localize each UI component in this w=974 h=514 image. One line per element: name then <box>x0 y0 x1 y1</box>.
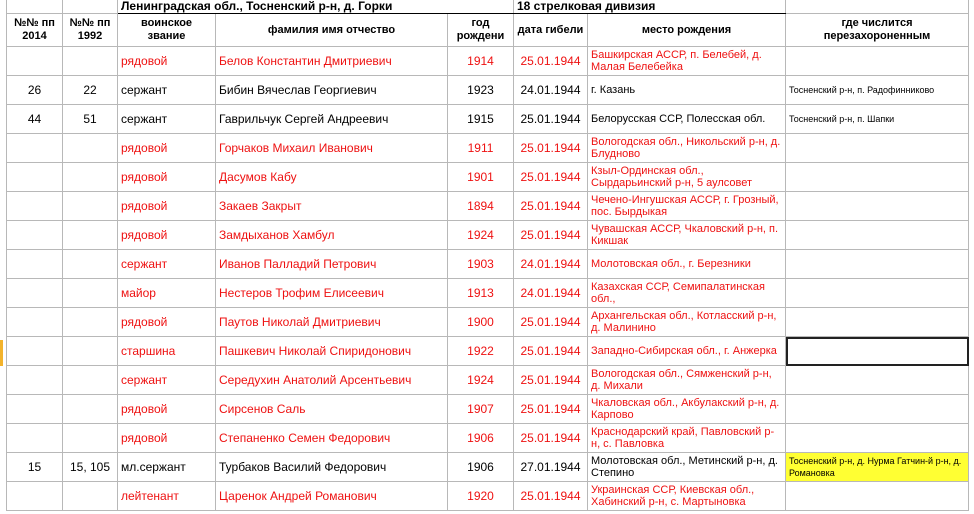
cell-burial[interactable] <box>786 395 969 424</box>
cell-num2014[interactable]: 44 <box>7 105 63 134</box>
cell-birthplace[interactable]: Западно-Сибирская обл., г. Анжерка <box>588 337 786 366</box>
cell-birthplace[interactable]: Вологодская обл., Сямженский р-н, д. Михали <box>588 366 786 395</box>
cell-birth-year[interactable]: 1900 <box>448 308 514 337</box>
cell-birth-year[interactable]: 1906 <box>448 453 514 482</box>
header-num2014[interactable]: №№ пп 2014 <box>7 14 63 47</box>
cell-num1992[interactable] <box>63 337 118 366</box>
cell-burial[interactable] <box>786 192 969 221</box>
cell-birthplace[interactable]: Чкаловская обл., Акбулакский р-н, д. Карпово <box>588 395 786 424</box>
table-row <box>7 163 969 192</box>
header-birth-year[interactable]: год рождени <box>448 14 514 47</box>
cell-rank[interactable]: сержант <box>118 250 216 279</box>
cell-num2014[interactable] <box>7 163 63 192</box>
cell-num2014[interactable] <box>7 192 63 221</box>
cell-num2014[interactable] <box>7 366 63 395</box>
cell-num2014[interactable] <box>7 308 63 337</box>
cell-burial[interactable] <box>786 424 969 453</box>
cell-name[interactable]: Пашкевич Николай Спиридонович <box>216 337 448 366</box>
cell-burial[interactable] <box>786 366 969 395</box>
cell-death-date[interactable]: 25.01.1944 <box>514 105 588 134</box>
cell-birthplace[interactable]: г. Казань <box>588 76 786 105</box>
cell-burial[interactable]: Тосненский р-н, п. Шапки <box>786 105 969 134</box>
title-cell-empty[interactable] <box>786 0 969 14</box>
cell-burial[interactable] <box>786 47 969 76</box>
header-rank[interactable]: воинское звание <box>118 14 216 47</box>
cell-num2014[interactable] <box>7 250 63 279</box>
table-row <box>7 76 969 105</box>
cell-birthplace[interactable]: Кзыл-Ординская обл., Сырдарьинский р-н, 5 аулсовет <box>588 163 786 192</box>
cell-rank[interactable]: рядовой <box>118 221 216 250</box>
cell-burial[interactable] <box>786 134 969 163</box>
table-row <box>7 47 969 76</box>
cell-rank[interactable]: рядовой <box>118 134 216 163</box>
cell-num1992[interactable] <box>63 482 118 511</box>
cell-name[interactable]: Сирсенов Саль <box>216 395 448 424</box>
cell-birthplace[interactable]: Чувашская АССР, Чкаловский р-н, п. Кикшак <box>588 221 786 250</box>
cell-death-date[interactable]: 25.01.1944 <box>514 163 588 192</box>
cell-burial[interactable]: Тосненский р-н, п. Радофинниково <box>786 76 969 105</box>
cell-birthplace[interactable]: Белорусская ССР, Полесская обл. <box>588 105 786 134</box>
cell-death-date[interactable]: 25.01.1944 <box>514 482 588 511</box>
cell-num1992[interactable] <box>63 279 118 308</box>
cell-rank[interactable]: лейтенант <box>118 482 216 511</box>
cell-name[interactable]: Дасумов Кабу <box>216 163 448 192</box>
cell-death-date[interactable]: 24.01.1944 <box>514 279 588 308</box>
cell-num1992[interactable] <box>63 366 118 395</box>
cell-name[interactable]: Иванов Палладий Петрович <box>216 250 448 279</box>
cell-birth-year[interactable]: 1924 <box>448 366 514 395</box>
cell-death-date[interactable]: 25.01.1944 <box>514 221 588 250</box>
cell-birth-year[interactable]: 1903 <box>448 250 514 279</box>
cell-birth-year[interactable]: 1901 <box>448 163 514 192</box>
cell-rank[interactable]: рядовой <box>118 192 216 221</box>
cell-burial[interactable] <box>786 221 969 250</box>
cell-rank[interactable]: майор <box>118 279 216 308</box>
cell-num2014[interactable]: 15 <box>7 453 63 482</box>
cell-death-date[interactable]: 24.01.1944 <box>514 250 588 279</box>
cell-burial[interactable] <box>786 337 969 366</box>
cell-birth-year[interactable]: 1920 <box>448 482 514 511</box>
cell-birthplace[interactable]: Архангельская обл., Котласский р-н, д. Малинино <box>588 308 786 337</box>
header-burial[interactable]: где числится перезахороненным <box>786 14 969 47</box>
cell-birthplace[interactable]: Казахская ССР, Семипалатинская обл., <box>588 279 786 308</box>
cell-rank[interactable]: рядовой <box>118 424 216 453</box>
cell-birthplace[interactable]: Молотовская обл., Метинский р-н, д. Степино <box>588 453 786 482</box>
cell-name[interactable]: Белов Константин Дмитриевич <box>216 47 448 76</box>
cell-num1992[interactable] <box>63 221 118 250</box>
cell-death-date[interactable]: 25.01.1944 <box>514 47 588 76</box>
cell-birth-year[interactable]: 1923 <box>448 76 514 105</box>
cell-birth-year[interactable]: 1915 <box>448 105 514 134</box>
cell-num2014[interactable] <box>7 279 63 308</box>
cell-burial[interactable] <box>786 163 969 192</box>
cell-num2014[interactable] <box>7 395 63 424</box>
cell-birthplace[interactable]: Вологодская обл., Никольский р-н, д. Блудново <box>588 134 786 163</box>
cell-rank[interactable]: рядовой <box>118 163 216 192</box>
cell-birth-year[interactable]: 1906 <box>448 424 514 453</box>
cell-rank[interactable]: сержант <box>118 105 216 134</box>
location-title[interactable]: Ленинградская обл., Тосненский р-н, д. Горки <box>118 0 514 14</box>
table-row <box>7 105 969 134</box>
cell-num2014[interactable] <box>7 221 63 250</box>
cell-death-date[interactable]: 25.01.1944 <box>514 337 588 366</box>
cell-birth-year[interactable]: 1913 <box>448 279 514 308</box>
table-row <box>7 192 969 221</box>
cell-death-date[interactable]: 25.01.1944 <box>514 134 588 163</box>
cell-name[interactable]: Закаев Закрыт <box>216 192 448 221</box>
cell-num1992[interactable] <box>63 47 118 76</box>
cell-burial[interactable]: Тосненский р-н, д. Нурма Гатчин-й р-н, д. Романовка <box>786 453 969 482</box>
cell-num1992[interactable] <box>63 424 118 453</box>
cell-rank[interactable]: рядовой <box>118 47 216 76</box>
cell-rank[interactable]: старшина <box>118 337 216 366</box>
cell-num2014[interactable]: 26 <box>7 76 63 105</box>
header-birthplace[interactable]: место рождения <box>588 14 786 47</box>
table-row <box>7 279 969 308</box>
cell-rank[interactable]: сержант <box>118 366 216 395</box>
active-row-marker <box>0 340 3 366</box>
cell-name[interactable]: Паутов Николай Дмитриевич <box>216 308 448 337</box>
cell-num1992[interactable] <box>63 134 118 163</box>
cell-rank[interactable]: мл.сержант <box>118 453 216 482</box>
cell-num2014[interactable] <box>7 337 63 366</box>
table-row <box>7 424 969 453</box>
cell-death-date[interactable]: 27.01.1944 <box>514 453 588 482</box>
cell-num1992[interactable] <box>63 395 118 424</box>
cell-death-date[interactable]: 25.01.1944 <box>514 192 588 221</box>
row-header-strip <box>0 0 6 514</box>
cell-num1992[interactable] <box>63 163 118 192</box>
table-row <box>7 453 969 482</box>
table-row <box>7 221 969 250</box>
cell-num2014[interactable] <box>7 47 63 76</box>
cell-num1992[interactable] <box>63 308 118 337</box>
cell-birthplace[interactable]: Молотовская обл., г. Березники <box>588 250 786 279</box>
header-row <box>7 14 969 47</box>
table-row <box>7 482 969 511</box>
cell-num2014[interactable] <box>7 482 63 511</box>
cell-birthplace[interactable]: Краснодарский край, Павловский р-н, с. Павловка <box>588 424 786 453</box>
cell-name[interactable]: Царенок Андрей Романович <box>216 482 448 511</box>
cell-name[interactable]: Бибин Вячеслав Георгиевич <box>216 76 448 105</box>
header-num1992[interactable]: №№ пп 1992 <box>63 14 118 47</box>
cell-birthplace[interactable]: Украинская ССР, Киевская обл., Хабинский р-н, с. Мартыновка <box>588 482 786 511</box>
cell-birthplace[interactable]: Башкирская АССР, п. Белебей, д. Малая Белебейка <box>588 47 786 76</box>
cell-name[interactable]: Турбаков Василий Федорович <box>216 453 448 482</box>
title-cell-empty[interactable] <box>7 0 63 14</box>
cell-num1992[interactable]: 22 <box>63 76 118 105</box>
cell-burial[interactable] <box>786 482 969 511</box>
table-row <box>7 395 969 424</box>
cell-name[interactable]: Гаврильчук Сергей Андреевич <box>216 105 448 134</box>
cell-rank[interactable]: рядовой <box>118 308 216 337</box>
cell-birthplace[interactable]: Чечено-Ингушская АССР, г. Грозный, пос. Бырдыкая <box>588 192 786 221</box>
cell-num1992[interactable]: 15, 105 <box>63 453 118 482</box>
cell-name[interactable]: Замдыханов Хамбул <box>216 221 448 250</box>
cell-death-date[interactable]: 24.01.1944 <box>514 76 588 105</box>
header-death-date[interactable]: дата гибели <box>514 14 588 47</box>
title-cell-empty[interactable] <box>63 0 118 14</box>
table-row <box>7 134 969 163</box>
cell-burial[interactable] <box>786 308 969 337</box>
table-row <box>7 250 969 279</box>
cell-num2014[interactable] <box>7 424 63 453</box>
cell-birth-year[interactable]: 1907 <box>448 395 514 424</box>
cell-death-date[interactable]: 25.01.1944 <box>514 395 588 424</box>
cell-num1992[interactable]: 51 <box>63 105 118 134</box>
burial-list-table <box>6 0 969 511</box>
cell-num1992[interactable] <box>63 192 118 221</box>
table-row <box>7 366 969 395</box>
cell-death-date[interactable]: 25.01.1944 <box>514 366 588 395</box>
cell-rank[interactable]: рядовой <box>118 395 216 424</box>
cell-name[interactable]: Горчаков Михаил Иванович <box>216 134 448 163</box>
cell-birth-year[interactable]: 1894 <box>448 192 514 221</box>
table-row <box>7 308 969 337</box>
division-title[interactable]: 18 стрелковая дивизия <box>514 0 786 14</box>
cell-burial[interactable] <box>786 250 969 279</box>
header-name[interactable]: фамилия имя отчество <box>216 14 448 47</box>
cell-burial[interactable] <box>786 279 969 308</box>
table-row <box>7 337 969 366</box>
cell-death-date[interactable]: 25.01.1944 <box>514 424 588 453</box>
cell-birth-year[interactable]: 1922 <box>448 337 514 366</box>
cell-rank[interactable]: сержант <box>118 76 216 105</box>
cell-birth-year[interactable]: 1914 <box>448 47 514 76</box>
cell-num1992[interactable] <box>63 250 118 279</box>
cell-death-date[interactable]: 25.01.1944 <box>514 308 588 337</box>
cell-birth-year[interactable]: 1924 <box>448 221 514 250</box>
cell-birth-year[interactable]: 1911 <box>448 134 514 163</box>
cell-num2014[interactable] <box>7 134 63 163</box>
title-row <box>7 0 969 14</box>
cell-name[interactable]: Степаненко Семен Федорович <box>216 424 448 453</box>
cell-name[interactable]: Нестеров Трофим Елисеевич <box>216 279 448 308</box>
cell-name[interactable]: Середухин Анатолий Арсентьевич <box>216 366 448 395</box>
